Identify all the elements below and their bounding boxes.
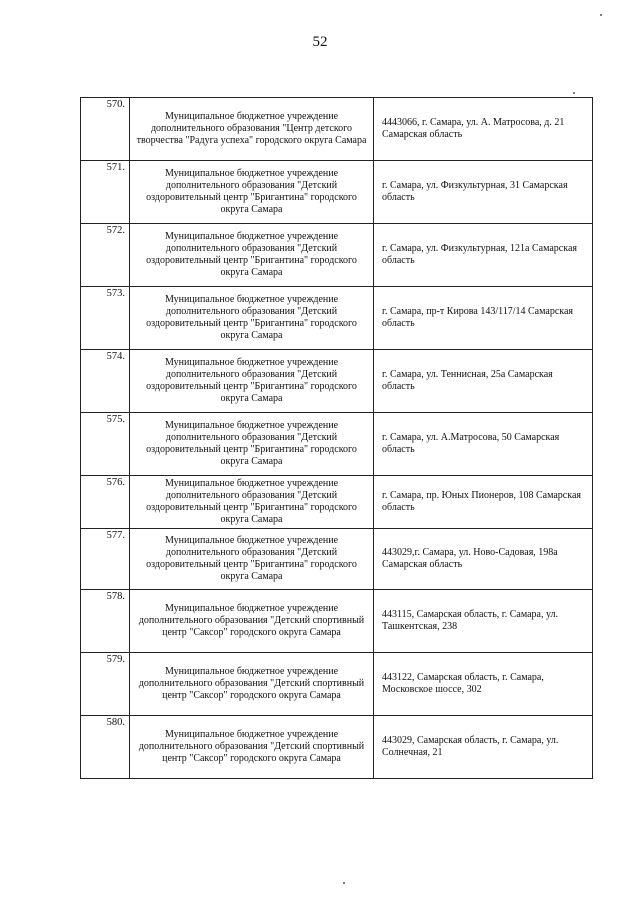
table-row <box>81 287 593 350</box>
table-row <box>81 413 593 476</box>
row-number: 573. <box>81 287 130 350</box>
row-number: 576. <box>81 476 130 529</box>
institution-name <box>130 476 374 529</box>
institution-address-text: г. Самара, пр. Юных Пионеров, 108 Самарская область <box>382 490 581 513</box>
registry-table <box>80 97 593 779</box>
institution-name-text: Муниципальное бюджетное учреждение дополнительного образования "Детский оздоровительный центр "Бригантина" городского округа Самара <box>146 478 357 525</box>
table-row <box>81 350 593 413</box>
institution-name-text: Муниципальное бюджетное учреждение дополнительного образования "Детский оздоровительный центр "Бригантина" городского округа Самара <box>146 294 357 341</box>
institution-address <box>374 529 593 590</box>
institution-address-text: 443115, Самарская область, г. Самара, ул. Ташкентская, 238 <box>382 609 559 632</box>
institution-address-text: г. Самара, ул. А.Матросова, 50 Самарская область <box>382 432 560 455</box>
scan-speck <box>573 92 575 94</box>
institution-address-text: г. Самара, ул. Теннисная, 25а Самарская область <box>382 369 553 392</box>
row-number: 571. <box>81 161 130 224</box>
institution-name <box>130 529 374 590</box>
institution-address-text: г. Самара, ул. Физкультурная, 121а Самарская область <box>382 243 577 266</box>
row-number: 574. <box>81 350 130 413</box>
institution-address <box>374 590 593 653</box>
institution-address <box>374 98 593 161</box>
institution-address-text: г. Самара, пр-т Кирова 143/117/14 Самарская область <box>382 306 573 329</box>
institution-name <box>130 413 374 476</box>
institution-name-text: Муниципальное бюджетное учреждение дополнительного образования "Детский оздоровительный центр "Бригантина" городского округа Самара <box>146 168 357 215</box>
institution-address-text: 443029, Самарская область, г. Самара, ул. Солнечная, 21 <box>382 735 559 758</box>
row-number: 578. <box>81 590 130 653</box>
table-row <box>81 653 593 716</box>
institution-address <box>374 161 593 224</box>
row-number: 579. <box>81 653 130 716</box>
institution-address <box>374 716 593 779</box>
institution-name-text: Муниципальное бюджетное учреждение дополнительного образования "Детский оздоровительный центр "Бригантина" городского округа Самара <box>146 420 357 467</box>
institution-address-text: г. Самара, ул. Физкультурная, 31 Самарская область <box>382 180 568 203</box>
institution-address-text: 443029,г. Самара, ул. Ново-Садовая, 198а Самарская область <box>382 547 558 570</box>
row-number: 570. <box>81 98 130 161</box>
institution-name <box>130 161 374 224</box>
table-row <box>81 224 593 287</box>
table-row <box>81 716 593 779</box>
table-row <box>81 161 593 224</box>
row-number: 580. <box>81 716 130 779</box>
institution-name <box>130 653 374 716</box>
institution-name <box>130 224 374 287</box>
institution-address-text: 4443066, г. Самара, ул. А. Матросова, д. 21 Самарская область <box>382 117 565 140</box>
institution-name <box>130 98 374 161</box>
table-row <box>81 476 593 529</box>
institution-address-text: 443122, Самарская область, г. Самара, Московское шоссе, 302 <box>382 672 544 695</box>
institution-name-text: Муниципальное бюджетное учреждение дополнительного образования "Детский спортивный центр "Саксор" городского округа Самара <box>138 729 365 764</box>
institution-name <box>130 350 374 413</box>
institution-address <box>374 476 593 529</box>
institution-name-text: Муниципальное бюджетное учреждение дополнительного образования "Детский спортивный центр "Саксор" городского округа Самара <box>138 666 365 701</box>
table-row <box>81 529 593 590</box>
scan-speck <box>343 882 345 884</box>
institution-name <box>130 716 374 779</box>
row-number: 572. <box>81 224 130 287</box>
institution-address <box>374 350 593 413</box>
institution-name <box>130 590 374 653</box>
institution-name-text: Муниципальное бюджетное учреждение дополнительного образования "Детский оздоровительный центр "Бригантина" городского округа Самара <box>146 357 357 404</box>
institution-name <box>130 287 374 350</box>
institution-name-text: Муниципальное бюджетное учреждение дополнительного образования "Детский оздоровительный центр "Бригантина" городского округа Самара <box>146 231 357 278</box>
institution-address <box>374 287 593 350</box>
page-number: 52 <box>312 34 328 50</box>
table-row <box>81 590 593 653</box>
institution-name-text: Муниципальное бюджетное учреждение дополнительного образования "Детский спортивный центр "Саксор" городского округа Самара <box>138 603 365 638</box>
institution-address <box>374 653 593 716</box>
table-row <box>81 98 593 161</box>
row-number: 575. <box>81 413 130 476</box>
institution-address <box>374 413 593 476</box>
institution-name-text: Муниципальное бюджетное учреждение дополнительного образования "Центр детского творчества "Радуга успеха" городского округа Самара <box>136 111 367 146</box>
institution-address <box>374 224 593 287</box>
row-number: 577. <box>81 529 130 590</box>
institution-name-text: Муниципальное бюджетное учреждение дополнительного образования "Детский оздоровительный центр "Бригантина" городского округа Самара <box>146 535 357 582</box>
scan-speck <box>600 14 602 16</box>
